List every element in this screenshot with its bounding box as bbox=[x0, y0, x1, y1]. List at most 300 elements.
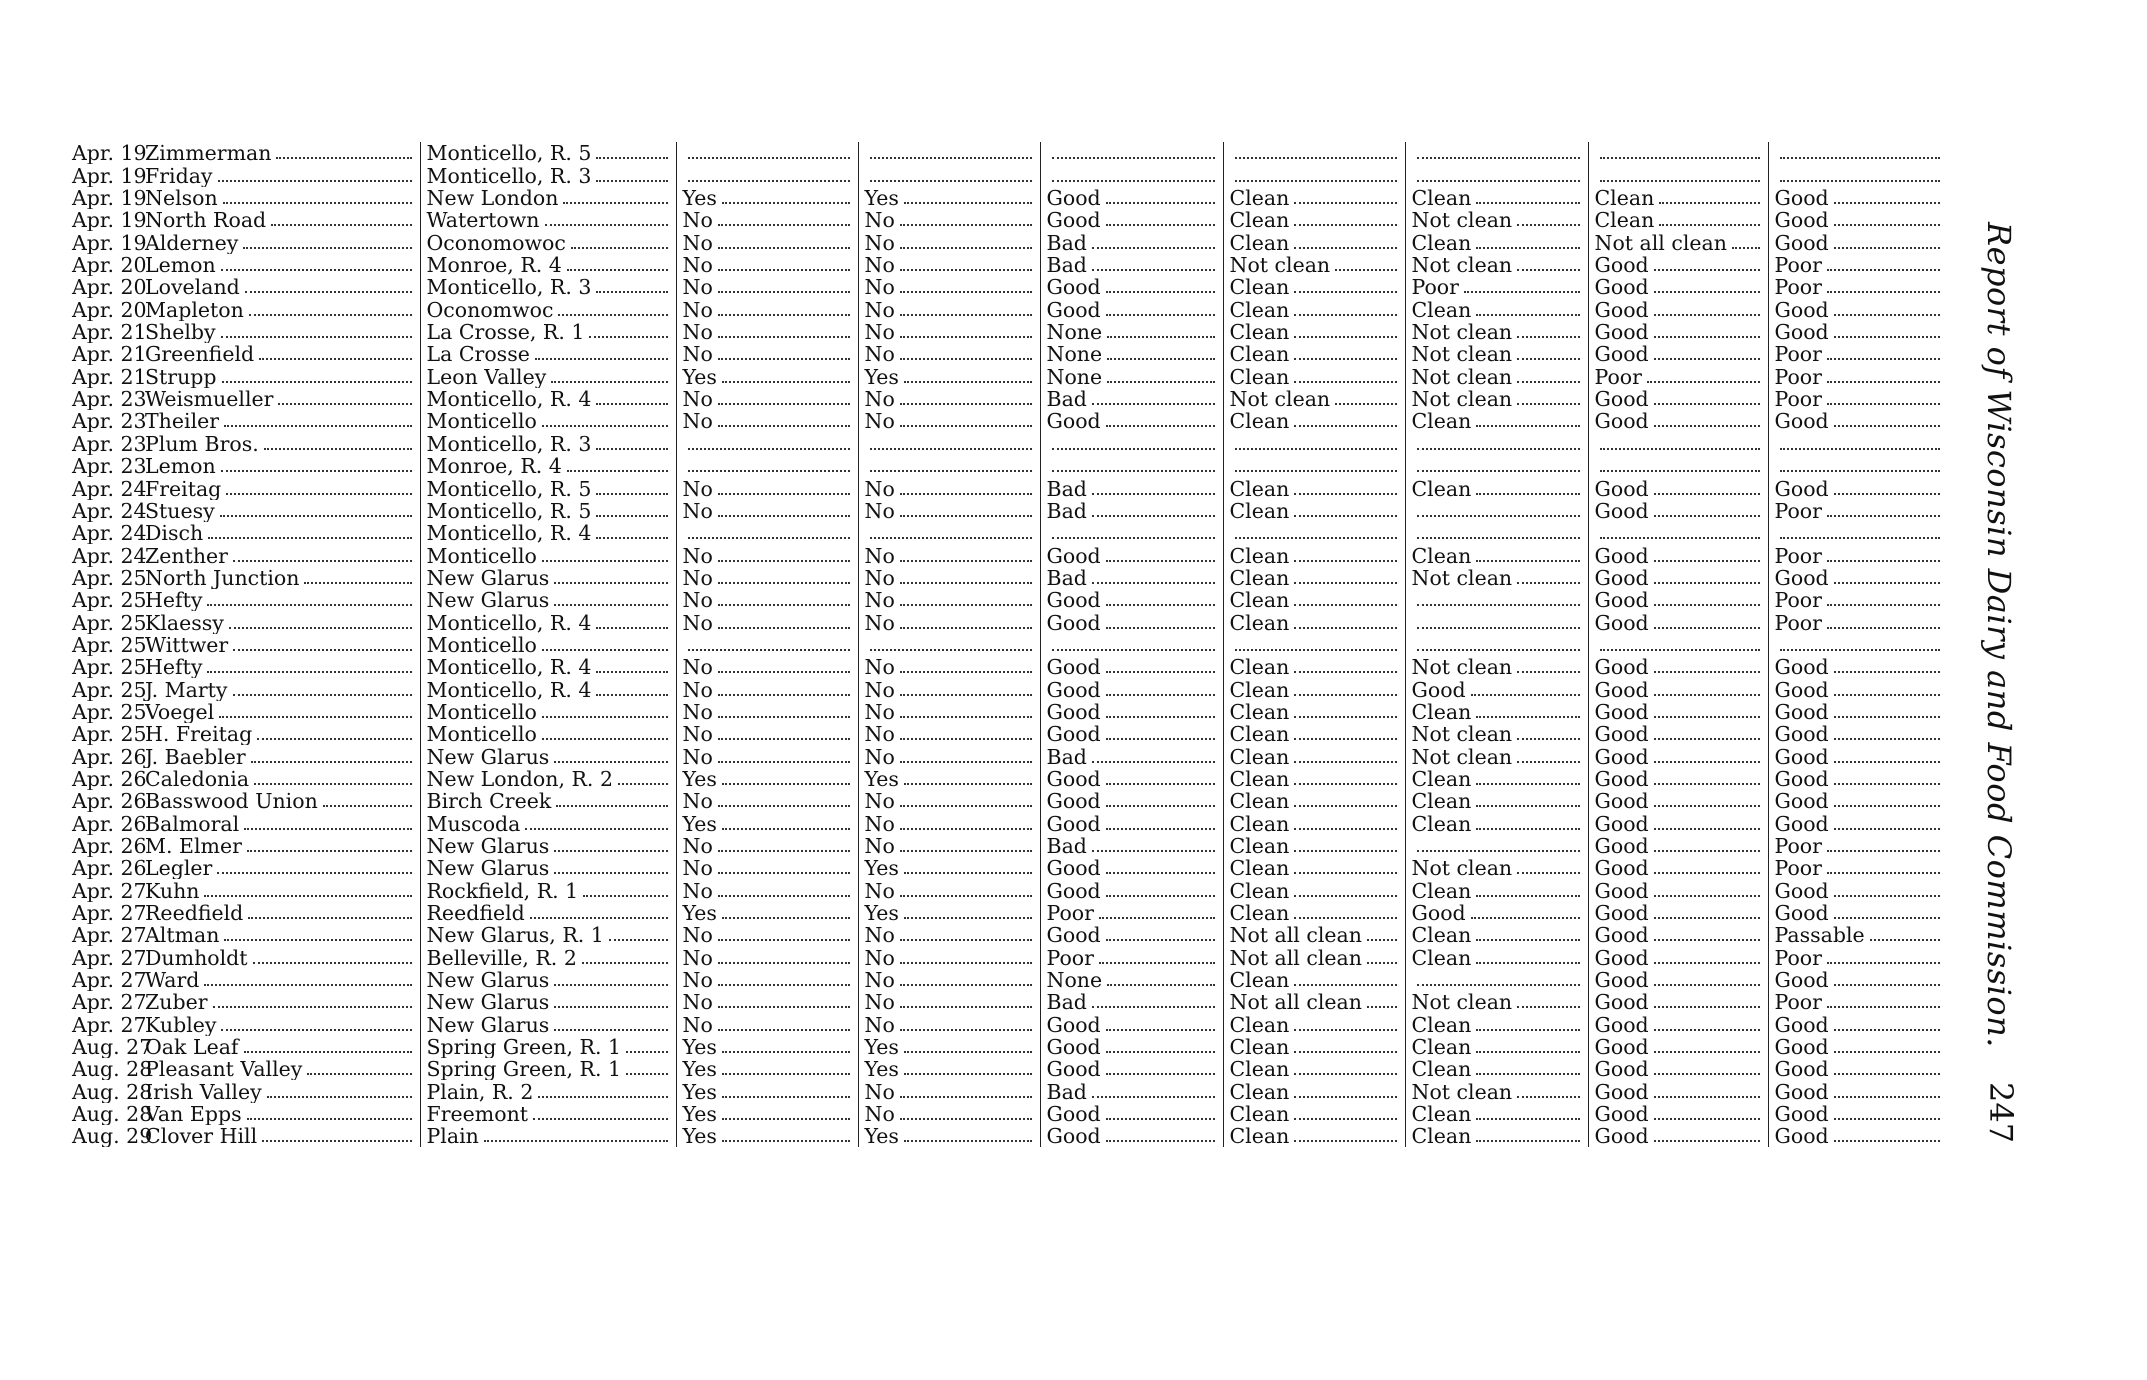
factory-name: Shelby bbox=[145, 320, 216, 344]
dot-leader bbox=[219, 716, 411, 718]
dot-leader bbox=[1654, 828, 1760, 830]
col-b-cell bbox=[858, 1058, 1040, 1080]
col-a-cell bbox=[676, 1013, 858, 1035]
date-factory-cell bbox=[70, 142, 420, 164]
col-b-cell bbox=[858, 567, 1040, 589]
cell-value: Monticello, R. 3 bbox=[426, 276, 592, 299]
col-f-cell bbox=[1588, 477, 1768, 499]
date-text: Apr. 19 bbox=[72, 209, 147, 232]
col-c-cell bbox=[1040, 1103, 1223, 1125]
cell-value: Yes bbox=[682, 1125, 717, 1148]
factory-name: Van Epps bbox=[145, 1102, 242, 1126]
cell-value: Good bbox=[1594, 767, 1649, 790]
dot-leader bbox=[1647, 381, 1760, 383]
col-c-cell bbox=[1040, 1036, 1223, 1058]
date-text: Apr. 26 bbox=[72, 812, 147, 835]
date-factory-cell bbox=[70, 879, 420, 901]
dot-leader bbox=[1600, 448, 1760, 450]
cell-value: Clean bbox=[1411, 1013, 1472, 1036]
factory-name: Freitag bbox=[145, 477, 222, 500]
col-b-cell bbox=[858, 544, 1040, 566]
dot-leader bbox=[1099, 962, 1215, 964]
location-cell bbox=[420, 857, 676, 879]
dot-leader bbox=[1294, 314, 1396, 316]
dot-leader bbox=[1654, 515, 1760, 517]
cell-value: Muscoda bbox=[426, 812, 521, 835]
dot-leader bbox=[1417, 157, 1580, 159]
dot-leader bbox=[1106, 671, 1215, 673]
dot-leader bbox=[1294, 872, 1396, 874]
cell-value: Good bbox=[1774, 410, 1829, 433]
cell-value: Good bbox=[1411, 901, 1466, 925]
col-c-cell bbox=[1040, 187, 1223, 209]
cell-value: Not clean bbox=[1229, 253, 1331, 277]
cell-value: No bbox=[682, 231, 713, 254]
col-c-cell bbox=[1040, 790, 1223, 812]
dot-leader bbox=[1834, 716, 1940, 718]
dot-leader bbox=[1106, 604, 1215, 606]
col-g-cell bbox=[1768, 946, 1948, 968]
date-factory-cell bbox=[70, 209, 420, 231]
dot-leader bbox=[718, 247, 850, 249]
col-c-cell bbox=[1040, 1058, 1223, 1080]
cell-value: Not clean bbox=[1229, 387, 1331, 411]
col-d-cell bbox=[1223, 857, 1405, 879]
cell-value: No bbox=[864, 789, 895, 813]
dot-leader bbox=[1106, 224, 1215, 226]
dot-leader bbox=[243, 247, 411, 249]
dot-leader bbox=[718, 493, 850, 495]
col-f-cell bbox=[1588, 500, 1768, 522]
col-f-cell bbox=[1588, 701, 1768, 723]
col-f-cell bbox=[1588, 656, 1768, 678]
cell-value: Not clean bbox=[1411, 1080, 1513, 1103]
col-f-cell bbox=[1588, 544, 1768, 566]
cell-value: Bad bbox=[1046, 834, 1087, 857]
col-g-cell bbox=[1768, 410, 1948, 432]
dot-leader bbox=[1827, 381, 1940, 383]
dot-leader bbox=[1476, 493, 1579, 495]
col-b-cell bbox=[858, 209, 1040, 231]
col-f-cell bbox=[1588, 231, 1768, 253]
date-factory-cell bbox=[70, 500, 420, 522]
col-f-cell bbox=[1588, 924, 1768, 946]
dot-leader bbox=[1235, 649, 1397, 651]
dot-leader bbox=[229, 627, 412, 629]
col-f-cell bbox=[1588, 276, 1768, 298]
col-g-cell bbox=[1768, 544, 1948, 566]
cell-value: Monticello bbox=[426, 700, 537, 723]
cell-value: Plain, R. 2 bbox=[426, 1080, 534, 1103]
dot-leader bbox=[1294, 694, 1396, 696]
col-c-cell bbox=[1040, 455, 1223, 477]
date-text: Apr. 26 bbox=[72, 767, 147, 790]
dot-leader bbox=[1476, 1073, 1579, 1075]
cell-value: Good bbox=[1594, 745, 1649, 768]
cell-value: No bbox=[682, 655, 713, 679]
cell-value: Plain bbox=[426, 1125, 479, 1148]
dot-leader bbox=[1654, 1029, 1760, 1031]
cell-value: Clean bbox=[1229, 209, 1290, 232]
factory-name: Plum Bros. bbox=[145, 432, 259, 455]
cell-value: Good bbox=[1411, 678, 1466, 701]
cell-value: Clean bbox=[1229, 1125, 1290, 1148]
table-row bbox=[70, 321, 2068, 343]
dot-leader bbox=[870, 537, 1032, 539]
dot-leader bbox=[1294, 493, 1396, 495]
table-row bbox=[70, 1080, 2068, 1102]
factory-name: Basswood Union bbox=[145, 789, 318, 813]
dot-leader bbox=[1834, 783, 1940, 785]
dot-leader bbox=[904, 1051, 1032, 1053]
cell-value: Good bbox=[1046, 1013, 1101, 1036]
cell-value: Clean bbox=[1229, 410, 1290, 433]
date-text: Apr. 24 bbox=[72, 521, 147, 545]
dot-leader bbox=[1476, 202, 1579, 204]
dot-leader bbox=[223, 202, 412, 204]
cell-value: Yes bbox=[682, 812, 717, 835]
col-c-cell bbox=[1040, 365, 1223, 387]
dot-leader bbox=[870, 470, 1032, 472]
table-row bbox=[70, 410, 2068, 432]
dot-leader bbox=[1476, 247, 1579, 249]
factory-name: M. Elmer bbox=[145, 834, 242, 857]
cell-value: No bbox=[682, 566, 713, 589]
col-e-cell bbox=[1405, 656, 1588, 678]
cell-value: Not clean bbox=[1411, 857, 1513, 880]
dot-leader bbox=[1827, 1006, 1940, 1008]
dot-leader bbox=[1106, 1073, 1215, 1075]
table-row bbox=[70, 678, 2068, 700]
col-e-cell bbox=[1405, 678, 1588, 700]
table-row bbox=[70, 991, 2068, 1013]
factory-name: Legler bbox=[145, 857, 213, 880]
col-b-cell bbox=[858, 477, 1040, 499]
cell-value: Poor bbox=[1774, 857, 1822, 880]
cell-value: Not all clean bbox=[1229, 946, 1362, 969]
dot-leader bbox=[900, 314, 1032, 316]
col-d-cell bbox=[1223, 790, 1405, 812]
table-row bbox=[70, 723, 2068, 745]
dot-leader bbox=[323, 805, 412, 807]
col-b-cell bbox=[858, 410, 1040, 432]
col-d-cell bbox=[1223, 768, 1405, 790]
date-factory-cell bbox=[70, 812, 420, 834]
factory-name: Disch bbox=[145, 521, 204, 545]
dot-leader bbox=[554, 850, 667, 852]
cell-value: No bbox=[682, 499, 713, 522]
dot-leader bbox=[1106, 291, 1215, 293]
cell-value: No bbox=[682, 477, 713, 500]
cell-value: Good bbox=[1046, 767, 1101, 790]
col-g-cell bbox=[1768, 321, 1948, 343]
dot-leader bbox=[1834, 493, 1940, 495]
cell-value: Good bbox=[1594, 410, 1649, 433]
date-text: Apr. 27 bbox=[72, 968, 147, 992]
dot-leader bbox=[217, 872, 411, 874]
cell-value: Poor bbox=[1774, 588, 1822, 612]
col-c-cell bbox=[1040, 991, 1223, 1013]
col-c-cell bbox=[1040, 812, 1223, 834]
cell-value: New Glarus bbox=[426, 834, 550, 857]
cell-value: No bbox=[864, 655, 895, 679]
col-g-cell bbox=[1768, 231, 1948, 253]
factory-name: Irish Valley bbox=[145, 1080, 262, 1103]
col-f-cell bbox=[1588, 812, 1768, 834]
date-text: Apr. 19 bbox=[72, 164, 147, 187]
dot-leader bbox=[1476, 560, 1579, 562]
dot-leader bbox=[688, 180, 850, 182]
col-g-cell bbox=[1768, 142, 1948, 164]
date-text: Apr. 19 bbox=[72, 231, 147, 254]
cell-value: Good bbox=[1594, 1080, 1649, 1103]
dot-leader bbox=[1417, 850, 1580, 852]
date-text: Apr. 25 bbox=[72, 655, 147, 679]
col-e-cell bbox=[1405, 1058, 1588, 1080]
col-e-cell bbox=[1405, 924, 1588, 946]
location-cell bbox=[420, 1013, 676, 1035]
col-b-cell bbox=[858, 879, 1040, 901]
dot-leader bbox=[718, 939, 850, 941]
dot-leader bbox=[1294, 738, 1396, 740]
dot-leader bbox=[1294, 671, 1396, 673]
dot-leader bbox=[900, 805, 1032, 807]
cell-value: Good bbox=[1046, 410, 1101, 433]
cell-value: Clean bbox=[1229, 901, 1290, 925]
cell-value: No bbox=[682, 946, 713, 969]
col-b-cell bbox=[858, 991, 1040, 1013]
col-b-cell bbox=[858, 1103, 1040, 1125]
col-c-cell bbox=[1040, 745, 1223, 767]
cell-value: Good bbox=[1594, 477, 1649, 500]
date-factory-cell bbox=[70, 991, 420, 1013]
dot-leader bbox=[257, 738, 411, 740]
factory-name: Dumholdt bbox=[145, 946, 248, 969]
dot-leader bbox=[1517, 1096, 1579, 1098]
date-text: Apr. 23 bbox=[72, 387, 147, 411]
dot-leader bbox=[1834, 202, 1940, 204]
dot-leader bbox=[1654, 403, 1760, 405]
col-e-cell bbox=[1405, 410, 1588, 432]
dot-leader bbox=[542, 425, 668, 427]
dot-leader bbox=[220, 515, 412, 517]
dot-leader bbox=[1294, 1096, 1396, 1098]
table-row bbox=[70, 388, 2068, 410]
col-f-cell bbox=[1588, 879, 1768, 901]
dot-leader bbox=[1654, 314, 1760, 316]
cell-value: Good bbox=[1594, 276, 1649, 299]
date-text: Apr. 27 bbox=[72, 924, 147, 947]
dot-leader bbox=[1106, 738, 1215, 740]
factory-name: Lemon bbox=[145, 253, 216, 277]
dot-leader bbox=[1106, 1051, 1215, 1053]
table-row bbox=[70, 857, 2068, 879]
cell-value: Good bbox=[1046, 700, 1101, 723]
factory-inspection-table bbox=[70, 142, 2068, 1147]
col-g-cell bbox=[1768, 1036, 1948, 1058]
dot-leader bbox=[1834, 984, 1940, 986]
col-d-cell bbox=[1223, 745, 1405, 767]
dot-leader bbox=[1107, 984, 1214, 986]
cell-value: Good bbox=[1594, 544, 1649, 567]
factory-name: Lemon bbox=[145, 454, 216, 478]
dot-leader bbox=[208, 537, 411, 539]
cell-value: Oconomwoc bbox=[426, 298, 554, 321]
dot-leader bbox=[1294, 1029, 1396, 1031]
dot-leader bbox=[900, 1096, 1032, 1098]
dot-leader bbox=[1517, 671, 1579, 673]
cell-value: Clean bbox=[1229, 1058, 1290, 1081]
col-c-cell bbox=[1040, 209, 1223, 231]
date-text: Apr. 27 bbox=[72, 1013, 147, 1036]
col-b-cell bbox=[858, 902, 1040, 924]
dot-leader bbox=[1834, 1051, 1940, 1053]
dot-leader bbox=[718, 962, 850, 964]
cell-value: Good bbox=[1774, 1080, 1829, 1103]
dot-leader bbox=[900, 1029, 1032, 1031]
date-factory-cell bbox=[70, 388, 420, 410]
dot-leader bbox=[1654, 1096, 1760, 1098]
location-cell bbox=[420, 410, 676, 432]
col-c-cell bbox=[1040, 321, 1223, 343]
cell-value: No bbox=[864, 387, 895, 411]
cell-value: Monticello, R. 4 bbox=[426, 611, 592, 634]
dot-leader bbox=[1235, 448, 1397, 450]
col-a-cell bbox=[676, 924, 858, 946]
cell-value: Clean bbox=[1229, 722, 1290, 746]
col-e-cell bbox=[1405, 790, 1588, 812]
dot-leader bbox=[1517, 403, 1579, 405]
cell-value: Monticello, R. 4 bbox=[426, 387, 592, 411]
dot-leader bbox=[1106, 627, 1215, 629]
col-f-cell bbox=[1588, 678, 1768, 700]
cell-value: Not clean bbox=[1411, 722, 1513, 746]
dot-leader bbox=[1600, 649, 1760, 651]
col-f-cell bbox=[1588, 1125, 1768, 1147]
col-e-cell bbox=[1405, 142, 1588, 164]
table-row bbox=[70, 567, 2068, 589]
location-cell bbox=[420, 745, 676, 767]
cell-value: Good bbox=[1594, 343, 1649, 366]
cell-value: Not clean bbox=[1411, 253, 1513, 277]
dot-leader bbox=[1106, 939, 1215, 941]
col-c-cell bbox=[1040, 298, 1223, 320]
cell-value: Clean bbox=[1229, 655, 1290, 679]
table-row bbox=[70, 187, 2068, 209]
col-c-cell bbox=[1040, 410, 1223, 432]
dot-leader bbox=[221, 470, 412, 472]
col-f-cell bbox=[1588, 589, 1768, 611]
dot-leader bbox=[1106, 1140, 1215, 1142]
location-cell bbox=[420, 164, 676, 186]
col-f-cell bbox=[1588, 567, 1768, 589]
dot-leader bbox=[554, 1029, 667, 1031]
cell-value: No bbox=[682, 410, 713, 433]
dot-leader bbox=[1517, 381, 1579, 383]
col-e-cell bbox=[1405, 231, 1588, 253]
cell-value: Good bbox=[1774, 879, 1829, 902]
cell-value: New Glarus bbox=[426, 745, 550, 768]
dot-leader bbox=[1654, 895, 1760, 897]
col-b-cell bbox=[858, 701, 1040, 723]
date-text: Apr. 25 bbox=[72, 700, 147, 723]
cell-value: No bbox=[682, 678, 713, 701]
cell-value: Good bbox=[1594, 789, 1649, 813]
factory-name: Nelson bbox=[145, 186, 218, 210]
cell-value: Clean bbox=[1229, 276, 1290, 299]
dot-leader bbox=[722, 828, 850, 830]
dot-leader bbox=[1235, 157, 1397, 159]
factory-name: J. Baebler bbox=[145, 745, 246, 768]
cell-value: No bbox=[682, 857, 713, 880]
dot-leader bbox=[1107, 336, 1214, 338]
dot-leader bbox=[722, 1140, 850, 1142]
cell-value: Good bbox=[1594, 879, 1649, 902]
factory-name: Reedfield bbox=[145, 901, 244, 925]
cell-value: New Glarus bbox=[426, 968, 550, 992]
cell-value: Clean bbox=[1411, 767, 1472, 790]
dot-leader bbox=[596, 671, 667, 673]
cell-value: Poor bbox=[1046, 946, 1094, 969]
col-b-cell bbox=[858, 634, 1040, 656]
table-row bbox=[70, 768, 2068, 790]
dot-leader bbox=[1659, 224, 1759, 226]
col-d-cell bbox=[1223, 902, 1405, 924]
dot-leader bbox=[554, 1006, 667, 1008]
col-d-cell bbox=[1223, 276, 1405, 298]
col-d-cell bbox=[1223, 500, 1405, 522]
cell-value: Good bbox=[1774, 745, 1829, 768]
cell-value: Not clean bbox=[1411, 991, 1513, 1014]
dot-leader bbox=[718, 358, 850, 360]
dot-leader bbox=[1654, 582, 1760, 584]
dot-leader bbox=[253, 962, 412, 964]
dot-leader bbox=[1052, 537, 1215, 539]
col-d-cell bbox=[1223, 388, 1405, 410]
cell-value: No bbox=[864, 968, 895, 992]
col-b-cell bbox=[858, 254, 1040, 276]
table-row bbox=[70, 589, 2068, 611]
location-cell bbox=[420, 924, 676, 946]
dot-leader bbox=[1654, 738, 1760, 740]
cell-value: La Crosse, R. 1 bbox=[426, 320, 585, 344]
table-row bbox=[70, 231, 2068, 253]
dot-leader bbox=[1367, 1006, 1397, 1008]
col-a-cell bbox=[676, 388, 858, 410]
dot-leader bbox=[1294, 783, 1396, 785]
dot-leader bbox=[688, 157, 850, 159]
dot-leader bbox=[1654, 336, 1760, 338]
dot-leader bbox=[221, 1029, 411, 1031]
dot-leader bbox=[1092, 850, 1215, 852]
col-a-cell bbox=[676, 164, 858, 186]
cell-value: Monticello bbox=[426, 722, 537, 746]
col-a-cell bbox=[676, 1125, 858, 1147]
col-a-cell bbox=[676, 991, 858, 1013]
factory-name: North Road bbox=[145, 209, 267, 232]
location-cell bbox=[420, 678, 676, 700]
location-cell bbox=[420, 187, 676, 209]
col-g-cell bbox=[1768, 388, 1948, 410]
col-g-cell bbox=[1768, 812, 1948, 834]
cell-value: Bad bbox=[1046, 566, 1087, 589]
col-c-cell bbox=[1040, 276, 1223, 298]
cell-value: Poor bbox=[1774, 946, 1822, 969]
dot-leader bbox=[542, 649, 668, 651]
factory-name: Voegel bbox=[145, 700, 215, 723]
col-c-cell bbox=[1040, 879, 1223, 901]
cell-value: New Glarus, R. 1 bbox=[426, 924, 604, 947]
